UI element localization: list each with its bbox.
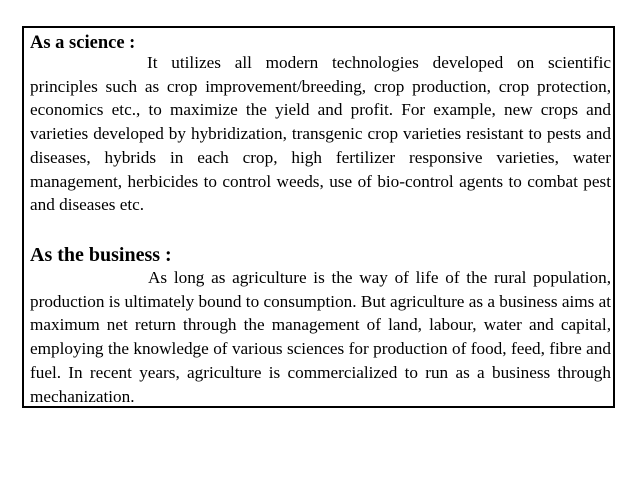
content-box: [22, 26, 615, 408]
business-section-title: As the business :: [30, 244, 172, 266]
science-section-paragraph: It utilizes all modern technologies developed on scientific principles such as crop improvement/breeding, crop production, crop protection, economics etc., to maximize the yield and profit. For example, new crops and varieties developed by hybridization, transgenic crop varieties resistant to pests and diseases, hybrids in each crop, high fertilizer responsive varieties, water management, herbicides to control weeds, use of bio-control agents to combat pest and diseases etc.: [30, 53, 611, 215]
science-section-title: As a science :: [30, 33, 136, 53]
business-section-paragraph: As long as agriculture is the way of life of the rural population, production is ultimately bound to consumption. But agriculture as a business aims at maximum net return through the management of land, labour, water and capital, employing the knowledge of various sciences for production of food, feed, fibre and fuel. In recent years, agriculture is commercialized to run as a business through mechanization.: [30, 268, 611, 406]
